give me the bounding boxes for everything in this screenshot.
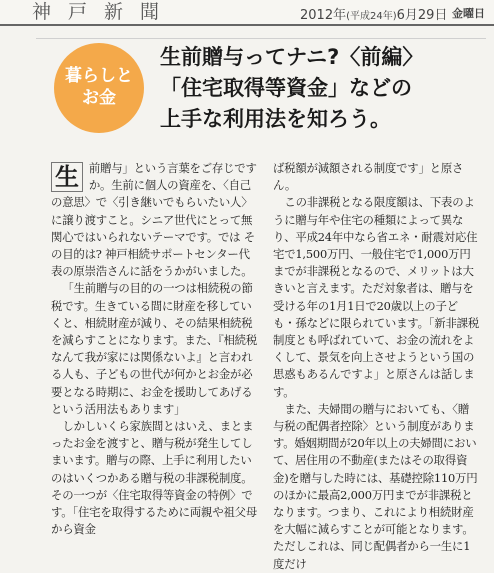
badge-line-2: お金 [82,88,116,108]
section-badge [54,43,144,133]
article-left-column [51,160,257,538]
issue-date [300,4,447,23]
headline-line-3: 上手な利用法を知ろう。 [160,107,391,131]
drop-cap: 生 [51,162,83,192]
article-right-column [273,160,479,573]
body-paragraph: 「生前贈与の目的の一つは相続税の節税です。生きている間に財産を移していくと、相続財産が減り、その結果相続税を減らすことになります。また、『相続税なんて我が家には関係ないよ』と言われる人も、子どもの世代が何かとお金が必要となる時期に、お金を援助してあげるという活用法もあります」 [51,281,258,416]
badge-line-1: 暮らしと [65,66,133,86]
headline-line-2: 「住宅取得等資金」などの [160,76,412,100]
lead-text: 前贈与」という言葉をご存じですか。生前に個人の資産を、〈自己の意思〉で〈引き継いでもらいたい人〉に譲り渡すこと。シニア世代にとって無関心ではいられないテーマです。では その目的は? 神戸相続サポートセンター代表の原崇浩さんに話をうかがいました。 [51,161,257,279]
lead-paragraph [51,160,257,280]
body-paragraph: この非課税となる限度額は、下表のように贈与年や住宅の種類によって異なり、平成24年中なら省エネ・耐震対応住宅で1,500万円、一般住宅で1,000万円までが非課税となるので、メリットは大きいと言えます。ただ対象者は、贈与を受ける年の1月1日で20歳以上の子ども・孫などに限られています。「新非課税制度とも呼ばれていて、お金の流れをよくして、景気を向上させようという国の思惑もあるんですよ」と原さんは話します。 [273,195,480,399]
date-era: (平成24年) [346,11,397,22]
date-year: 2012年 [300,8,347,23]
body-paragraph: しかしいくら家族間とはいえ、まとまったお金を渡すと、贈与税が発生してしまいます。贈与の際、上手に利用したいのはいくつかある贈与税の非課税制度。その一つが〈住宅取得等資金の特例〉です。「住宅を取得するために両親や祖父母から資金 [51,419,258,537]
masthead [0,0,494,26]
headline-line-1: 生前贈与ってナニ?〈前編〉 [160,45,424,69]
newspaper-name: 神戸新聞 [32,1,177,23]
body-paragraph: また、夫婦間の贈与においても、〈贈与税の配偶者控除〉という制度があります。婚姻期間が20年以上の夫婦間において、居住用の不動産(またはその取得資金)を贈与した時には、基礎控除110万円のほかに最高2,000万円までが非課税となります。つまり、これにより相続財産を大幅に減らすことが可能となります。ただしこれは、同じ配偶者から一生に1度だけ [273,401,478,571]
body-paragraph: ば税額が減額される制度です」と原さん。 [273,161,464,193]
issue-weekday: 金曜日 [452,7,485,20]
article-headline [160,42,490,135]
date-month-day: 6月29日 [396,8,448,23]
